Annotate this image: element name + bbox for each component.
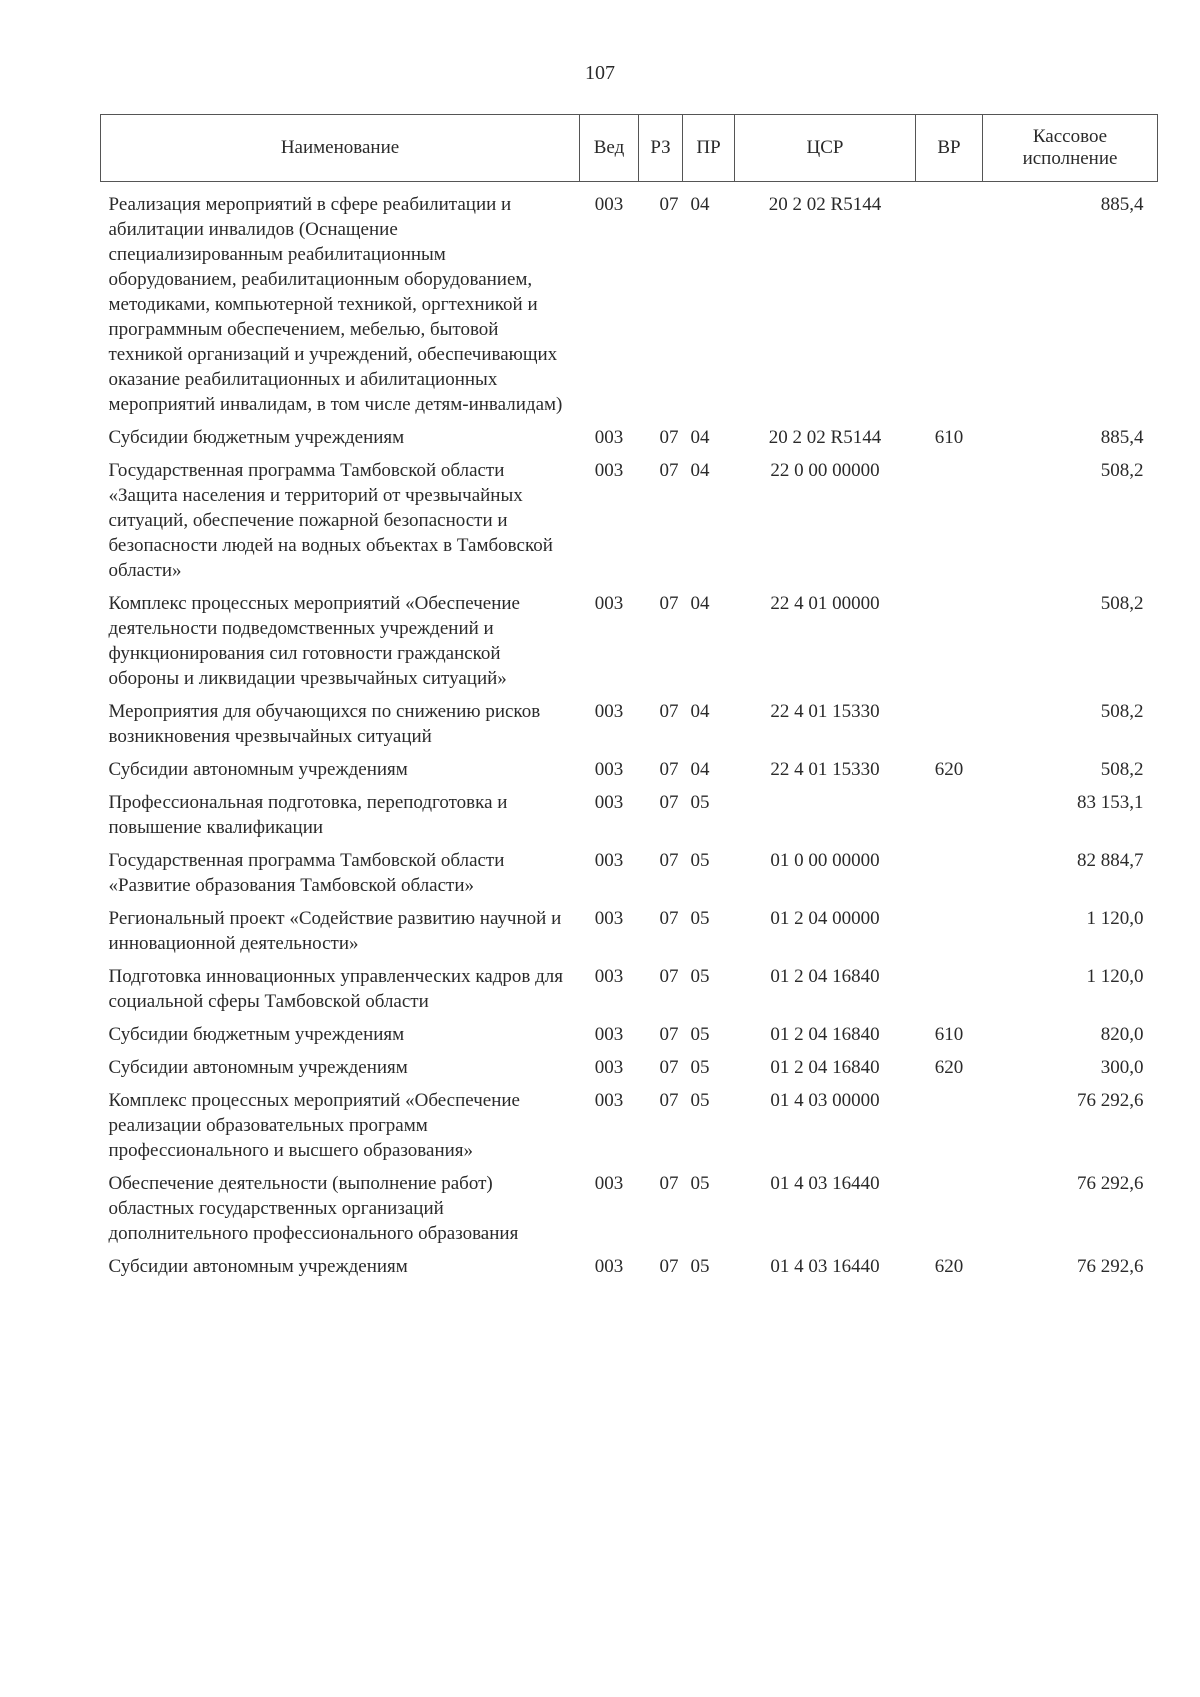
row-sum: 508,2 [1100,460,1144,481]
row-rz: 07 [659,1090,679,1111]
row-ved: 003 [594,194,624,215]
table-row [101,902,1158,960]
row-rz: 07 [659,1256,679,1277]
row-name [101,1018,580,1051]
table-row [101,695,1158,753]
row-name [101,1167,580,1250]
row-ved: 003 [594,1057,624,1078]
row-csr: 01 4 03 16440 [770,1256,880,1277]
row-rz: 07 [659,194,679,215]
row-name [101,421,580,454]
row-vr: 610 [934,1024,964,1045]
row-pr: 05 [690,1024,710,1045]
row-sum: 1 120,0 [1086,966,1144,987]
table-row [101,587,1158,695]
row-ved: 003 [594,850,624,871]
row-name-text: Субсидии бюджетным учреждениям [108,427,405,448]
row-name [101,587,580,695]
row-ved: 003 [594,759,624,780]
row-rz: 07 [659,792,679,813]
row-name [101,182,580,422]
table-row [101,844,1158,902]
row-vr [916,844,983,902]
row-ved: 003 [594,792,624,813]
row-vr [916,1084,983,1167]
row-vr [916,454,983,587]
table-row [101,786,1158,844]
row-name-text: Комплекс процессных мероприятий «Обеспечение реализации образовательных программ профессионального и высшего образования» [108,1090,520,1161]
row-name-text: Субсидии бюджетным учреждениям [108,1024,405,1045]
row-vr [916,786,983,844]
table-row [101,960,1158,1018]
row-pr: 04 [690,701,710,722]
row-name [101,844,580,902]
row-vr: 620 [934,759,964,780]
row-csr: 22 4 01 00000 [770,593,880,614]
row-pr: 04 [690,427,710,448]
budget-table-container [100,114,1150,1283]
row-ved: 003 [594,1024,624,1045]
header-pr: ПР [683,115,735,182]
row-name [101,960,580,1018]
header-vr: ВР [916,115,983,182]
row-pr: 04 [690,460,710,481]
row-pr: 04 [690,759,710,780]
table-row [101,1167,1158,1250]
table-row [101,421,1158,454]
row-name [101,1051,580,1084]
row-ved: 003 [594,1256,624,1277]
row-sum: 83 153,1 [1077,792,1144,813]
row-rz: 07 [659,966,679,987]
row-rz: 07 [659,427,679,448]
row-ved: 003 [594,1090,624,1111]
row-rz: 07 [659,1024,679,1045]
row-ved: 003 [594,593,624,614]
row-name-text: Комплекс процессных мероприятий «Обеспечение деятельности подведомственных учреждений и функционирования сил готовности гражданской обороны и ликвидации чрезвычайных ситуаций» [108,593,520,689]
row-sum: 300,0 [1100,1057,1144,1078]
row-name [101,1084,580,1167]
header-sum: Кассовое исполнение [983,115,1158,182]
row-csr: 22 0 00 00000 [770,460,880,481]
row-pr: 04 [690,593,710,614]
row-csr: 22 4 01 15330 [770,701,880,722]
table-row [101,182,1158,422]
row-name-text: Мероприятия для обучающихся по снижению рисков возникновения чрезвычайных ситуаций [108,701,541,747]
row-ved: 003 [594,701,624,722]
row-sum: 76 292,6 [1077,1173,1144,1194]
row-csr: 20 2 02 R5144 [768,194,882,215]
row-csr [735,786,916,844]
row-pr: 05 [690,966,710,987]
row-rz: 07 [659,850,679,871]
page-number: 107 [585,62,615,84]
row-vr: 610 [934,427,964,448]
row-name [101,786,580,844]
row-rz: 07 [659,1173,679,1194]
row-sum: 885,4 [1100,427,1144,448]
row-rz: 07 [659,908,679,929]
row-ved: 003 [594,1173,624,1194]
row-vr [916,182,983,422]
table-row [101,454,1158,587]
table-row [101,1250,1158,1283]
row-csr: 01 2 04 16840 [770,966,880,987]
row-name-text: Субсидии автономным учреждениям [108,1057,408,1078]
row-sum: 508,2 [1100,701,1144,722]
row-name-text: Государственная программа Тамбовской области «Развитие образования Тамбовской области» [108,850,505,896]
row-rz: 07 [659,1057,679,1078]
row-csr: 22 4 01 15330 [770,759,880,780]
row-ved: 003 [594,460,624,481]
row-vr: 620 [934,1256,964,1277]
row-name-text: Государственная программа Тамбовской области «Защита населения и территорий от чрезвычайных ситуаций, обеспечение пожарной безопасности и безопасности людей на водных объектах в Тамбовской области» [108,460,553,581]
row-sum: 820,0 [1100,1024,1144,1045]
row-rz: 07 [659,593,679,614]
row-sum: 1 120,0 [1086,908,1144,929]
row-ved: 003 [594,427,624,448]
table-header [101,115,1158,182]
row-rz: 07 [659,701,679,722]
row-pr: 05 [690,1090,710,1111]
header-row [101,115,1158,182]
row-name [101,454,580,587]
row-vr [916,1167,983,1250]
row-sum: 508,2 [1100,593,1144,614]
table-row [101,1051,1158,1084]
row-csr: 20 2 02 R5144 [768,427,882,448]
row-name [101,902,580,960]
table-body [101,182,1158,1284]
row-sum: 885,4 [1100,194,1144,215]
row-pr: 05 [690,1057,710,1078]
row-pr: 05 [690,908,710,929]
row-name [101,753,580,786]
row-vr [916,960,983,1018]
row-vr [916,587,983,695]
row-name [101,1250,580,1283]
row-vr [916,902,983,960]
table-row [101,1018,1158,1051]
row-ved: 003 [594,966,624,987]
row-name-text: Реализация мероприятий в сфере реабилитации и абилитации инвалидов (Оснащение специализированным реабилитационным оборудованием, реабилитационным оборудованием, методиками, компьютерной техникой, оргтехникой и программным обеспечением, мебелью, бытовой техникой организаций и учреждений, обеспечивающих оказание реабилитационных и абилитационных мероприятий инвалидам, в том числе детям-инвалидам) [108,194,563,415]
row-rz: 07 [659,460,679,481]
table-row [101,753,1158,786]
header-name: Наименование [101,115,580,182]
header-rz: РЗ [639,115,683,182]
row-name-text: Субсидии автономным учреждениям [108,759,408,780]
row-rz: 07 [659,759,679,780]
table-row [101,1084,1158,1167]
row-vr: 620 [934,1057,964,1078]
row-csr: 01 4 03 00000 [770,1090,880,1111]
row-csr: 01 4 03 16440 [770,1173,880,1194]
row-pr: 04 [690,194,710,215]
row-csr: 01 0 00 00000 [770,850,880,871]
row-name-text: Субсидии автономным учреждениям [108,1256,408,1277]
row-name-text: Профессиональная подготовка, переподготовка и повышение квалификации [108,792,508,838]
row-sum: 76 292,6 [1077,1090,1144,1111]
row-sum: 82 884,7 [1077,850,1144,871]
row-name-text: Подготовка инновационных управленческих кадров для социальной сферы Тамбовской области [108,966,564,1012]
row-pr: 05 [690,1256,710,1277]
row-sum: 76 292,6 [1077,1256,1144,1277]
row-csr: 01 2 04 00000 [770,908,880,929]
row-pr: 05 [690,792,710,813]
row-sum: 508,2 [1100,759,1144,780]
row-ved: 003 [594,908,624,929]
row-name-text: Обеспечение деятельности (выполнение работ) областных государственных организаций дополнительного профессионального образования [108,1173,519,1244]
row-name [101,695,580,753]
row-csr: 01 2 04 16840 [770,1057,880,1078]
row-pr: 05 [690,850,710,871]
header-csr: ЦСР [735,115,916,182]
row-pr: 05 [690,1173,710,1194]
row-csr: 01 2 04 16840 [770,1024,880,1045]
header-ved: Вед [580,115,639,182]
budget-table [100,114,1158,1283]
row-name-text: Региональный проект «Содействие развитию научной и инновационной деятельности» [108,908,562,954]
row-vr [916,695,983,753]
